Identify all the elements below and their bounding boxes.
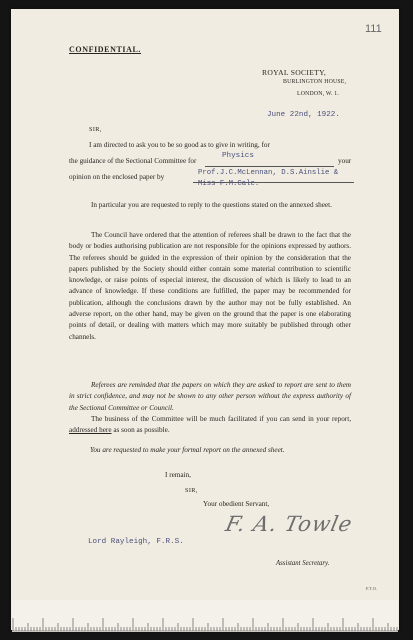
paragraph-annexed-sheet: In particular you are requested to reply to the questions stated on the annexed sheet. — [91, 201, 332, 209]
body-line-1: I am directed to ask you to be so good as to give in writing, for — [89, 141, 270, 149]
signature: F. A. Towle — [223, 512, 355, 536]
committee-fill-line — [205, 166, 334, 167]
paragraph-referees: Referees are reminded that the papers on which they are asked to report are sent to them in strict confidence, and may not be shown to any other person without the express authority of the Sectional Committee or Council. — [69, 381, 351, 412]
closing-remain: I remain, — [165, 471, 191, 479]
authors-line-2: Miss F.M.Cale. — [198, 180, 260, 188]
authors-line-1: Prof.J.C.McLennan, D.S.Ainslie & — [198, 169, 339, 177]
business-text-pre: The business of the Committee will be much facilitated if you can send in your report, — [91, 415, 351, 423]
assistant-secretary-title: Assistant Secretary. — [276, 560, 330, 567]
business-addressed-here: addressed here — [69, 426, 112, 435]
closing-sir: SIR, — [185, 487, 198, 494]
printer-mark: F.T.O. — [366, 586, 378, 591]
measurement-ruler — [12, 600, 398, 632]
business-text-post: as soon as possible. — [113, 426, 170, 435]
address-line-1: BURLINGTON HOUSE, — [283, 79, 347, 85]
closing-servant: Your obedient Servant, — [203, 500, 270, 508]
formal-report-note: You are requested to make your formal report on the annexed sheet. — [90, 446, 285, 454]
letter-date: June 22nd, 1922. — [267, 111, 340, 119]
addressee: Lord Rayleigh, F.R.S. — [88, 538, 184, 546]
org-name: ROYAL SOCIETY, — [262, 68, 327, 77]
body-line-3-pre: opinion on the enclosed paper by — [69, 173, 165, 181]
paragraph-business — [69, 414, 351, 437]
confidential-heading: CONFIDENTIAL. — [69, 45, 142, 54]
committee-name: Physics — [222, 152, 254, 160]
body-line-2-pre: the guidance of the Sectional Committee for — [69, 157, 197, 165]
paragraph-council: The Council have ordered that the attention of referees shall be drawn to the fact that the body or bodies authorising publication are not responsible for the opinions expressed by authors. The referees should be guided in the expression of their opinion by the consideration that the papers published by the Society should either contain some material contribution to scientific knowledge, or raise points of especial interest, the discussion of which is likely to lead to an advance of knowledge. If these conditions are fulfilled, the paper may be recommended for publication, although the conclusions drawn by the author may not be fully established. An adverse report, on the other hand, may be given on the ground that the paper is one elaborating points of detail, or dealing with matters which may more suitably be published through other channels. — [69, 231, 351, 341]
body-line-2-post: your — [338, 157, 352, 165]
address-line-2: LONDON, W. 1. — [297, 91, 340, 97]
salutation: SIR, — [89, 126, 102, 133]
folio-number: 111 — [365, 23, 382, 35]
